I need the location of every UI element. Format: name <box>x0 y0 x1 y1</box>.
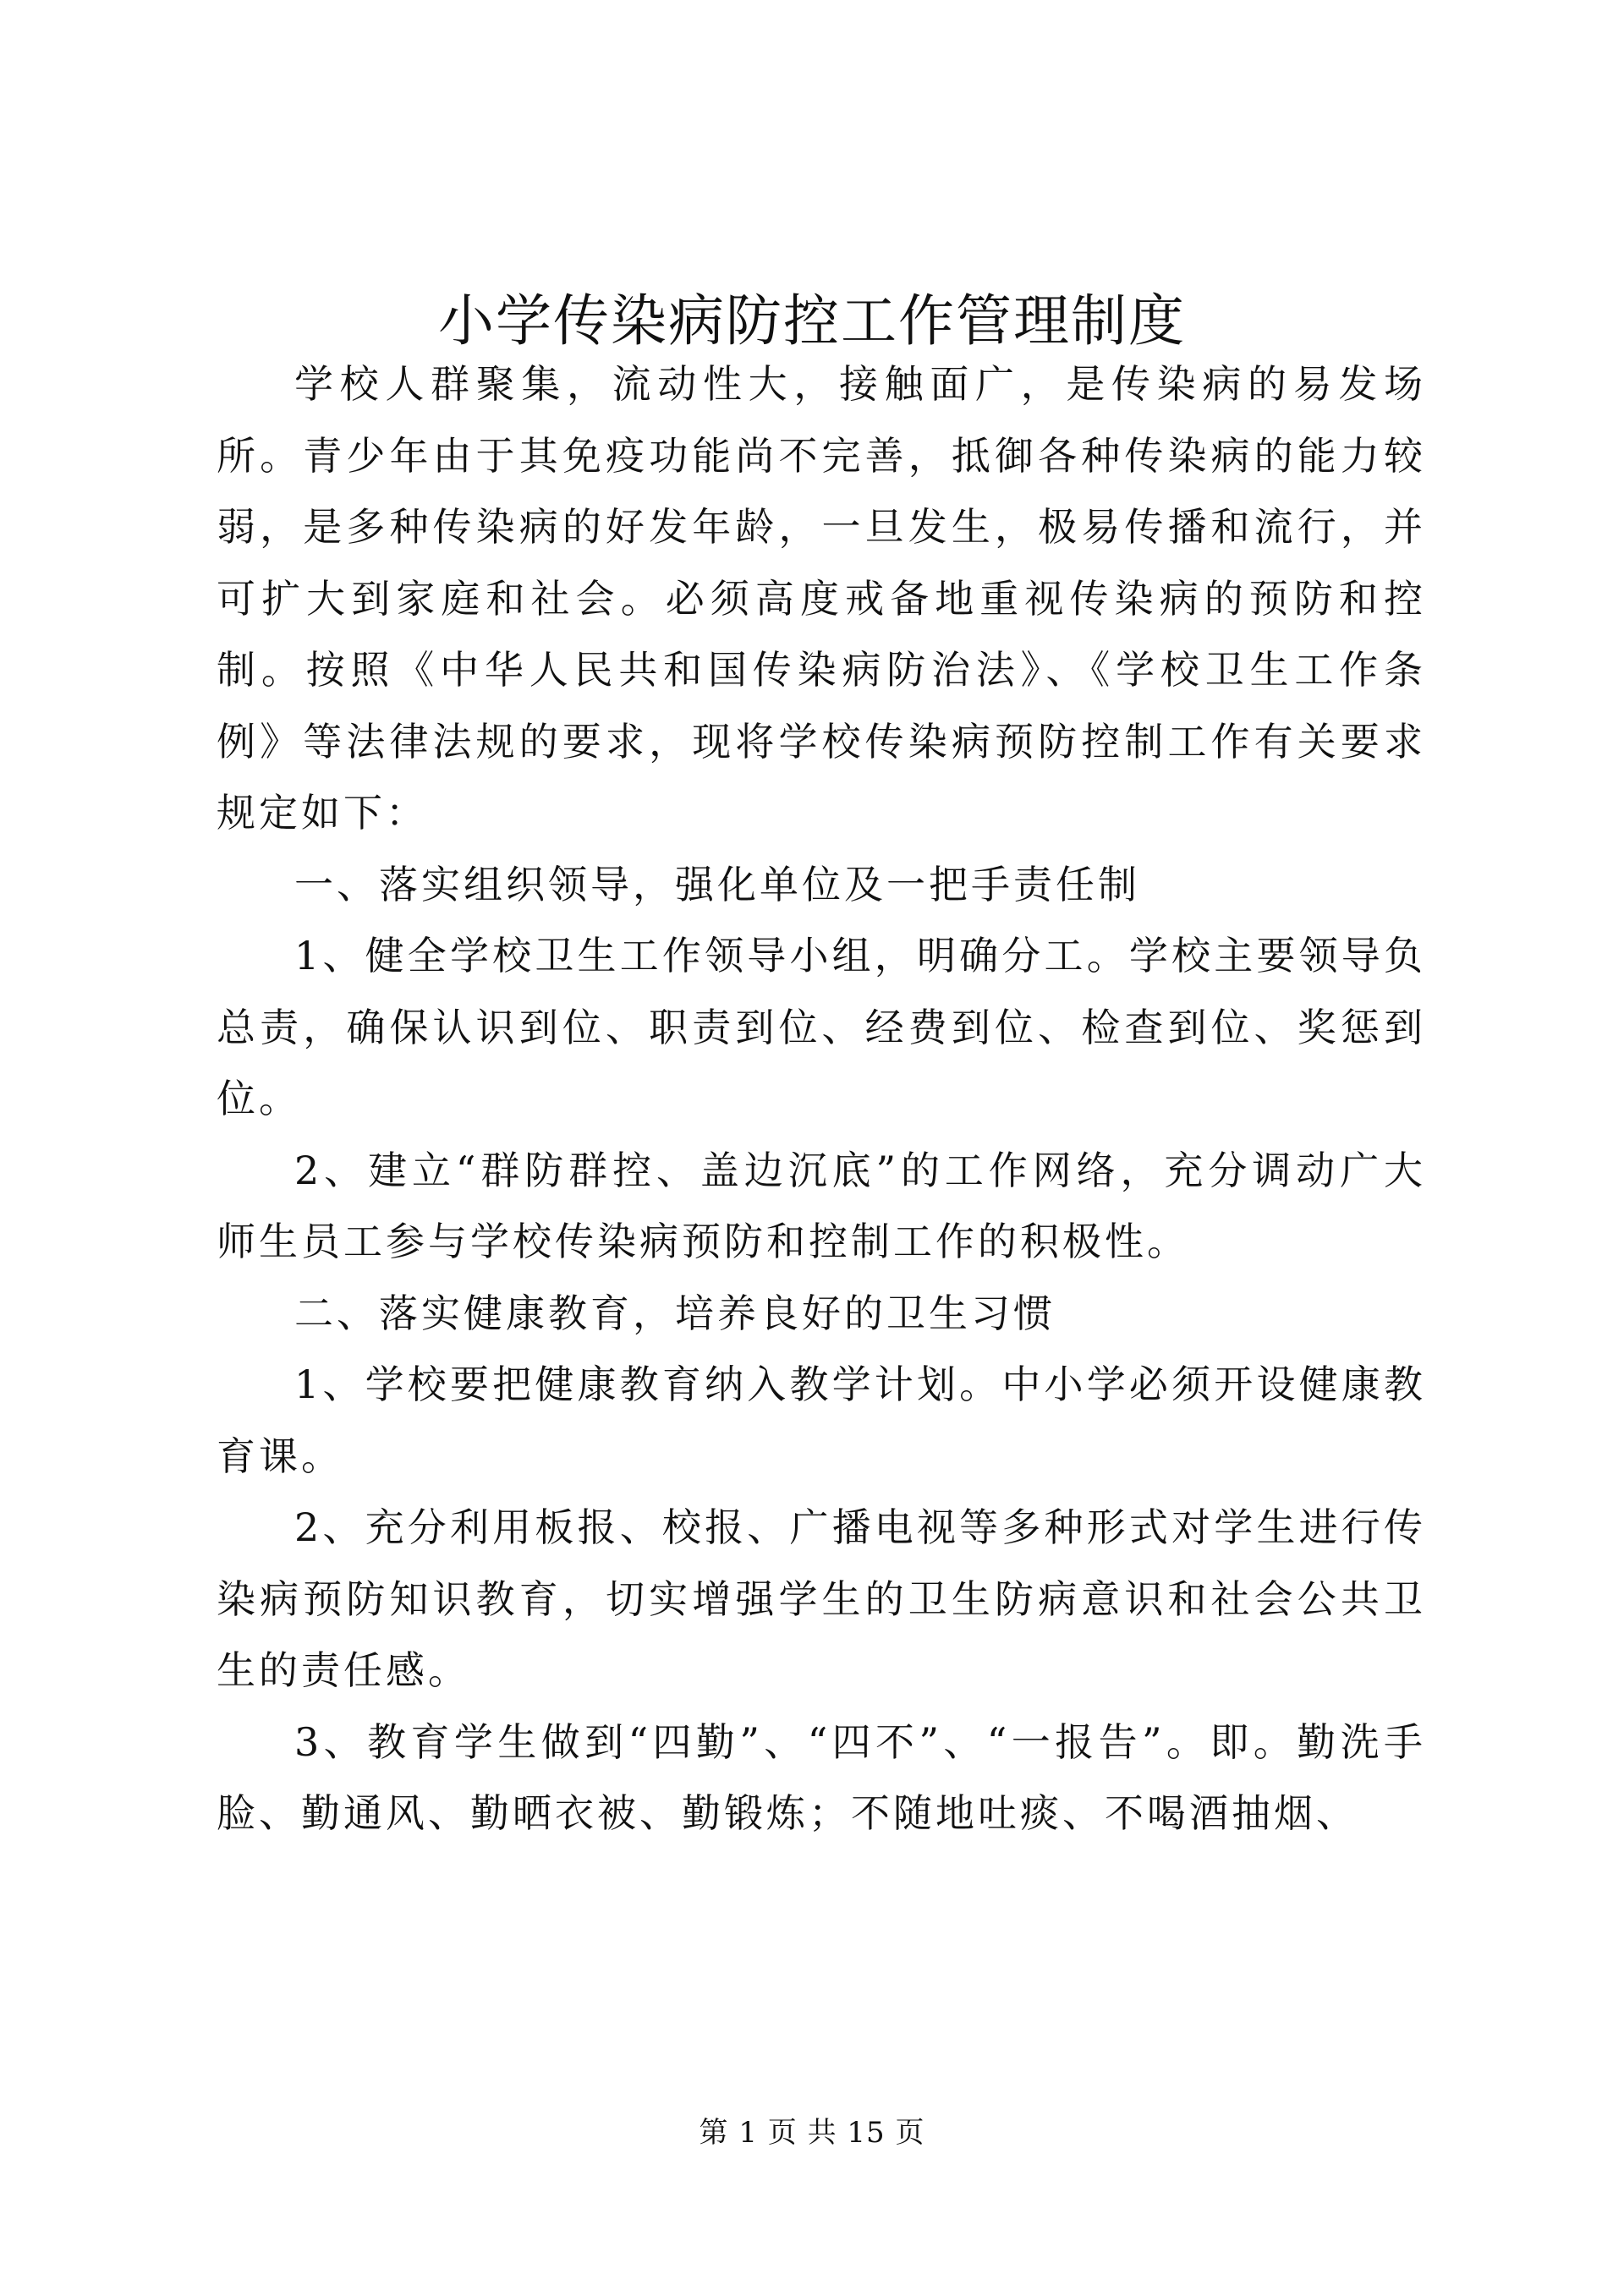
document-title: 小学传染病防控工作管理制度 <box>438 288 1186 353</box>
paragraph-1-1: 1、健全学校卫生工作领导小组，明确分工。学校主要领导负总责，确保认识到位、职责到位、经费到位、检查到位、奖惩到位。 <box>217 933 1426 1121</box>
page-footer: 第 1 页 共 15 页 <box>699 2116 925 2150</box>
paragraph-2-2: 2、充分利用板报、校报、广播电视等多种形式对学生进行传染病预防知识教育，切实增强学生的卫生防病意识和社会公共卫生的责任感。 <box>217 1504 1426 1693</box>
section-heading-1: 一、落实组织领导，强化单位及一把手责任制 <box>294 861 1140 907</box>
paragraph-intro: 学校人群聚集，流动性大，接触面广，是传染病的易发场所。青少年由于其免疫功能尚不完善，抵御各种传染病的能力较弱，是多种传染病的好发年龄，一旦发生，极易传播和流行，并可扩大到家庭和社会。必须高度戒备地重视传染病的预防和控制。按照《中华人民共和国传染病防治法》、《学校卫生工作条例》等法律法规的要求，现将学校传染病预防控制工作有关要求规定如下： <box>217 361 1426 836</box>
paragraph-2-3: 3、教育学生做到“四勤”、“四不”、“一报告”。即。勤洗手脸、勤通风、勤晒衣被、勤锻炼；不随地吐痰、不喝酒抽烟、 <box>217 1718 1426 1836</box>
section-heading-2: 二、落实健康教育，培养良好的卫生习惯 <box>294 1290 1056 1336</box>
paragraph-2-1: 1、学校要把健康教育纳入教学计划。中小学必须开设健康教育课。 <box>217 1362 1426 1479</box>
paragraph-1-2: 2、建立“群防群控、盖边沉底”的工作网络，充分调动广大师生员工参与学校传染病预防和控制工作的积极性。 <box>217 1147 1426 1264</box>
document-body <box>217 348 1426 1849</box>
